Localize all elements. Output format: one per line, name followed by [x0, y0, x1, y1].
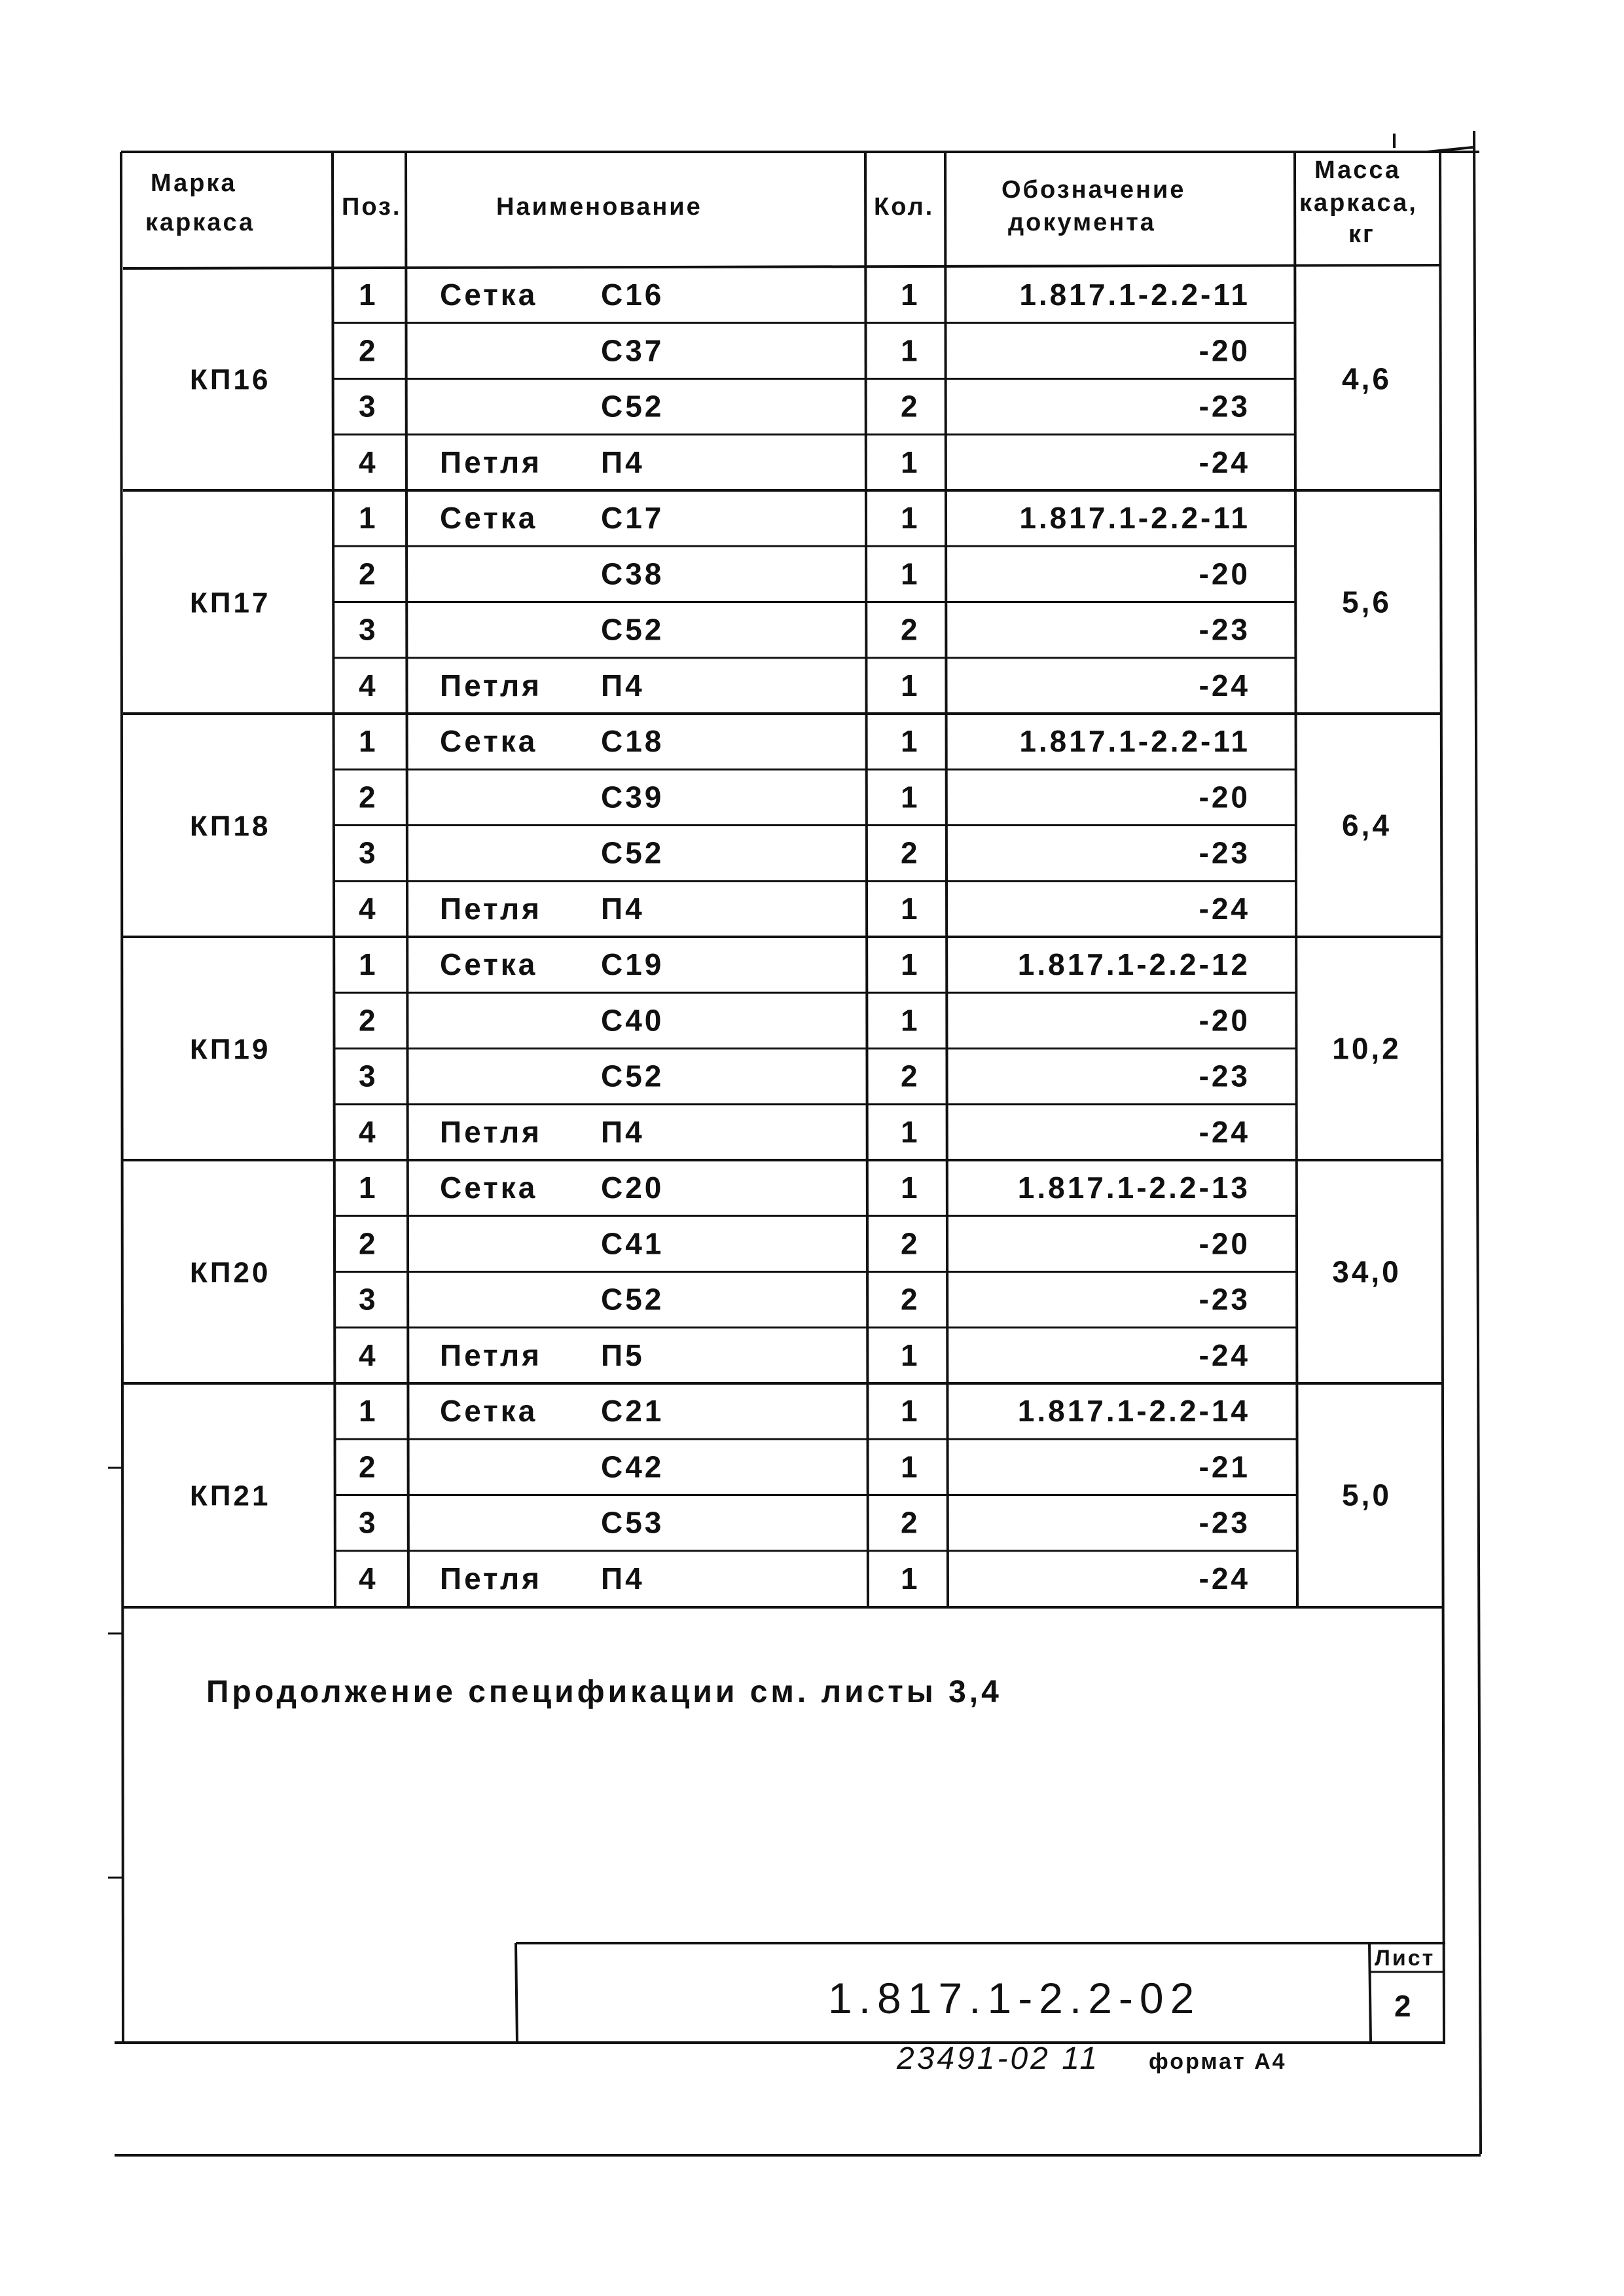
document-reference: -24 — [1199, 668, 1250, 702]
frame-mass: 6,4 — [1342, 808, 1392, 843]
quantity: 1 — [901, 501, 920, 535]
header-mass-line1: Масса — [1314, 156, 1401, 184]
quantity: 2 — [901, 389, 920, 424]
item-kind: Сетка — [440, 501, 538, 535]
item-kind: Петля — [440, 445, 543, 479]
quantity: 1 — [901, 556, 920, 591]
item-kind: Сетка — [440, 1394, 538, 1428]
document-reference: -23 — [1199, 389, 1250, 424]
quantity: 2 — [901, 612, 920, 647]
document-reference: 1.817.1-2.2-11 — [1019, 724, 1250, 758]
position-number: 4 — [359, 445, 378, 479]
item-code: С42 — [601, 1449, 664, 1484]
quantity: 1 — [901, 1338, 920, 1372]
quantity: 2 — [901, 1282, 920, 1317]
document-reference: -24 — [1199, 445, 1250, 479]
quantity: 1 — [901, 333, 920, 368]
item-code: С52 — [601, 1282, 664, 1317]
header-name: Наименование — [496, 193, 702, 221]
item-code: П5 — [601, 1338, 645, 1372]
item-code: С41 — [601, 1226, 664, 1261]
quantity: 1 — [901, 1394, 920, 1428]
quantity: 1 — [901, 668, 920, 702]
position-number: 4 — [359, 891, 378, 926]
position-number: 3 — [359, 835, 378, 870]
position-number: 1 — [359, 1394, 378, 1428]
item-code: С16 — [601, 278, 664, 312]
quantity: 1 — [901, 780, 920, 814]
position-number: 3 — [359, 612, 378, 647]
quantity: 1 — [901, 1561, 920, 1595]
frame-mass: 5,0 — [1342, 1478, 1392, 1512]
position-number: 3 — [359, 1282, 378, 1317]
item-code: С20 — [601, 1171, 664, 1205]
document-reference: -23 — [1199, 1282, 1250, 1317]
quantity: 2 — [901, 1059, 920, 1093]
item-code: С18 — [601, 724, 664, 758]
item-kind: Петля — [440, 891, 543, 926]
quantity: 1 — [901, 445, 920, 479]
frame-mark: КП21 — [190, 1480, 271, 1512]
quantity: 1 — [901, 1114, 920, 1149]
handwritten-inventory-number: 23491-02 11 — [897, 2041, 1100, 2076]
document-reference: -20 — [1199, 556, 1250, 591]
title-block-sheet-label: Лист — [1375, 1946, 1435, 1971]
spec-table-grid — [123, 152, 1442, 1607]
document-reference: -24 — [1199, 1338, 1250, 1372]
document-reference: -23 — [1199, 612, 1250, 647]
document-reference: -24 — [1199, 1561, 1250, 1595]
position-number: 2 — [359, 780, 378, 814]
position-number: 2 — [359, 556, 378, 591]
title-block-sheet-number: 2 — [1394, 1989, 1414, 2023]
position-number: 4 — [359, 1114, 378, 1149]
header-mass-unit: кг — [1348, 221, 1375, 248]
position-number: 2 — [359, 1003, 378, 1038]
quantity: 2 — [901, 1226, 920, 1261]
quantity: 1 — [901, 278, 920, 312]
position-number: 4 — [359, 1338, 378, 1372]
item-kind: Петля — [440, 1114, 543, 1149]
document-reference: -20 — [1199, 333, 1250, 368]
document-reference: -23 — [1199, 1505, 1250, 1540]
quantity: 1 — [901, 947, 920, 981]
document-reference: 1.817.1-2.2-14 — [1017, 1394, 1250, 1428]
document-reference: -21 — [1199, 1449, 1250, 1484]
item-kind: Сетка — [440, 1171, 538, 1205]
item-code: С52 — [601, 835, 664, 870]
item-code: С19 — [601, 947, 664, 981]
item-code: С52 — [601, 1059, 664, 1093]
header-doc-line1: Обозначение — [1001, 176, 1186, 204]
document-reference: 1.817.1-2.2-12 — [1017, 947, 1250, 981]
header-pos: Поз. — [342, 193, 402, 221]
quantity: 2 — [901, 1505, 920, 1540]
frame-mass: 5,6 — [1342, 585, 1392, 619]
frame-mark: КП20 — [190, 1256, 271, 1289]
document-reference: -24 — [1199, 891, 1250, 926]
item-code: С40 — [601, 1003, 664, 1038]
header-mass-line2: каркаса, — [1299, 189, 1418, 217]
document-reference: 1.817.1-2.2-11 — [1019, 501, 1250, 535]
item-code: П4 — [601, 1114, 645, 1149]
position-number: 1 — [359, 501, 378, 535]
frame-mass: 10,2 — [1332, 1031, 1401, 1066]
position-number: 3 — [359, 389, 378, 424]
quantity: 1 — [901, 1449, 920, 1484]
table-header — [145, 156, 1418, 248]
item-code: С17 — [601, 501, 664, 535]
item-kind: Сетка — [440, 947, 538, 981]
quantity: 1 — [901, 891, 920, 926]
document-reference: -20 — [1199, 1003, 1250, 1038]
item-kind: Петля — [440, 1338, 543, 1372]
frame-mark: КП19 — [190, 1033, 271, 1066]
document-reference: -20 — [1199, 780, 1250, 814]
position-number: 1 — [359, 947, 378, 981]
title-block-doc-number: 1.817.1-2.2-02 — [828, 1974, 1201, 2022]
item-code: С38 — [601, 556, 664, 591]
footer — [896, 2041, 1287, 2076]
item-code: С21 — [601, 1394, 664, 1428]
position-number: 4 — [359, 1561, 378, 1595]
header-qty: Кол. — [874, 193, 935, 221]
item-code: С53 — [601, 1505, 664, 1540]
header-mark-line2: каркаса — [145, 209, 255, 236]
position-number: 3 — [359, 1505, 378, 1540]
item-kind: Петля — [440, 668, 543, 702]
document-reference: -20 — [1199, 1226, 1250, 1261]
position-number: 4 — [359, 668, 378, 702]
document-reference: 1.817.1-2.2-11 — [1019, 278, 1250, 312]
position-number: 1 — [359, 1171, 378, 1205]
frame-mark: КП16 — [190, 363, 271, 396]
position-number: 2 — [359, 1449, 378, 1484]
document-reference: -23 — [1199, 835, 1250, 870]
quantity: 1 — [901, 1171, 920, 1205]
frame-mark: КП18 — [190, 810, 271, 843]
item-code: С52 — [601, 389, 664, 424]
quantity: 1 — [901, 724, 920, 758]
item-code: П4 — [601, 668, 645, 702]
document-reference: -24 — [1199, 1114, 1250, 1149]
position-number: 3 — [359, 1059, 378, 1093]
header-doc-line2: документа — [1008, 209, 1156, 236]
frame-mass: 34,0 — [1332, 1254, 1401, 1289]
document-reference: -23 — [1199, 1059, 1250, 1093]
item-kind: Сетка — [440, 278, 538, 312]
item-code: П4 — [601, 891, 645, 926]
item-code: С52 — [601, 612, 664, 647]
position-number: 2 — [359, 333, 378, 368]
item-kind: Петля — [440, 1561, 543, 1595]
quantity: 1 — [901, 1003, 920, 1038]
quantity: 2 — [901, 835, 920, 870]
item-code: С37 — [601, 333, 664, 368]
format-label: формат А4 — [1149, 2049, 1287, 2074]
document-reference: 1.817.1-2.2-13 — [1017, 1171, 1250, 1205]
frame-mark: КП17 — [190, 587, 271, 619]
position-number: 1 — [359, 724, 378, 758]
item-kind: Сетка — [440, 724, 538, 758]
header-mark-line1: Марка — [151, 170, 237, 197]
position-number: 2 — [359, 1226, 378, 1261]
item-code: П4 — [601, 1561, 645, 1595]
frame-mass: 4,6 — [1342, 361, 1392, 396]
position-number: 1 — [359, 278, 378, 312]
continuation-note: Продолжение спецификации см. листы 3,4 — [206, 1675, 1002, 1709]
item-code: П4 — [601, 445, 645, 479]
title-block — [516, 1943, 1445, 2043]
item-code: С39 — [601, 780, 664, 814]
